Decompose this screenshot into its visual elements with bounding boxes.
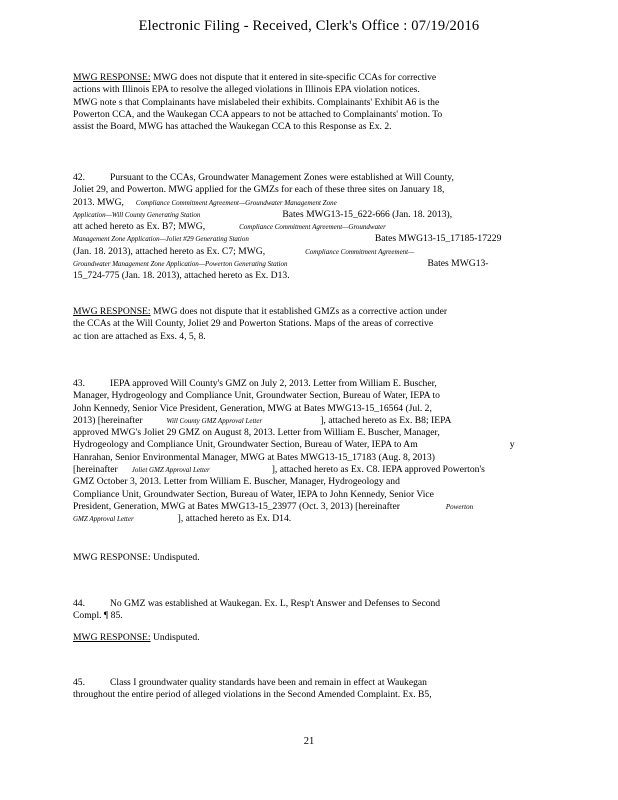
text-line: Hydrogeology and Compliance Unit, Groundwater Section, Bureau of Water, IEPA to Am: [73, 439, 418, 451]
response-label: MWG RESPONSE:: [73, 306, 151, 317]
paragraph-44: [73, 598, 513, 623]
text-line: 2013. MWG,: [73, 196, 124, 208]
citation-title: Joliet GMZ Approval Letter: [131, 466, 210, 475]
paragraph-number: 45.: [73, 677, 85, 688]
text-line: MWG note s that Complainants have mislabeled their exhibits. Complainants' Exhibit A6 is the: [73, 96, 440, 108]
text-line: MWG does not dispute that it entered in site-specific CCAs for corrective: [150, 72, 437, 83]
citation-title: Groundwater Management Zone Application—Powerton Generating Station: [73, 260, 288, 269]
text-line: Undisputed.: [150, 632, 200, 643]
text-line: Class I groundwater quality standards have been and remain in effect at Waukegan: [110, 677, 427, 688]
text-line: IEPA approved Will County's GMZ on July 2, 2013. Letter from William E. Buscher,: [110, 378, 437, 389]
citation-title: Application—Will County Generating Station: [73, 210, 201, 219]
text-line: y: [509, 439, 515, 451]
paragraph-42: [73, 172, 513, 283]
text-line: GMZ October 3, 2013. Letter from William E. Buscher, Manager, Hydrogeology and: [73, 476, 400, 488]
paragraph-45: [73, 677, 513, 702]
response-43: [73, 552, 513, 564]
text-line: Manager, Hydrogeology and Compliance Unit, Groundwater Section, Bureau of Water, IEPA to: [73, 390, 440, 402]
response-label: MWG RESPONSE:: [73, 552, 151, 563]
text-line: assist the Board, MWG has attached the Waukegan CCA to this Response as Ex. 2.: [73, 121, 392, 133]
text-line: (Jan. 18. 2013), attached hereto as Ex. C7; MWG,: [73, 245, 266, 257]
citation-title: Compliance Commitment Agreement—Groundwater: [239, 223, 386, 232]
text-line: [hereinafter: [73, 464, 118, 476]
text-line: Hanrahan, Senior Environmental Manager, MWG at Bates MWG13-15_17183 (Aug. 8, 2013): [73, 451, 435, 463]
response-42: [73, 306, 513, 343]
text-line: Bates MWG13-15_17185-17229: [374, 233, 502, 245]
text-line: att ached hereto as Ex. B7; MWG,: [73, 221, 206, 233]
text-line: Bates MWG13-: [427, 258, 489, 270]
citation-title: Will County GMZ Approval Letter: [166, 416, 263, 425]
text-line: Bates MWG13-15_622-666 (Jan. 18. 2013),: [282, 208, 453, 220]
text-line: MWG does not dispute that it established GMZs as a corrective action under: [150, 306, 448, 317]
text-line: the CCAs at the Will County, Joliet 29 and Powerton Stations. Maps of the areas of corrective: [73, 318, 434, 330]
text-line: Pursuant to the CCAs, Groundwater Management Zones were established at Will County,: [110, 172, 454, 183]
text-line: Powerton CCA, and the Waukegan CCA appears to not be attached to Complainants' motion. To: [73, 108, 443, 120]
text-line: 2013) [hereinafter: [73, 414, 143, 426]
response-41: [73, 72, 513, 133]
text-line: approved MWG's Joliet 29 GMZ on August 8, 2013. Letter from William E. Buscher, Manager,: [73, 427, 440, 439]
response-44: [73, 632, 513, 644]
text-line: ], attached hereto as Ex. B8; IEPA: [320, 414, 452, 426]
text-line: Joliet 29, and Powerton. MWG applied for the GMZs for each of these three sites on January 18,: [73, 184, 445, 196]
text-line: John Kennedy, Senior Vice President, Generation, MWG at Bates MWG13-15_16564 (Jul. 2,: [73, 402, 432, 414]
citation-title: Compliance Commitment Agreement—Groundwater Management Zone: [135, 198, 337, 207]
citation-title: Compliance Commitment Agreement—: [305, 247, 415, 256]
page-number: 21: [303, 736, 315, 747]
citation-title: Powerton: [445, 502, 474, 511]
paragraph-number: 44.: [73, 598, 85, 609]
text-line: ], attached hereto as Ex. C8. IEPA approved Powerton's: [271, 464, 485, 476]
text-line: 15_724-775 (Jan. 18. 2013), attached hereto as Ex. D13.: [73, 270, 290, 282]
response-label: MWG RESPONSE:: [73, 632, 151, 643]
text-line: actions with Illinois EPA to resolve the alleged violations in Illinois EPA violation notices.: [73, 84, 420, 96]
text-line: ], attached hereto as Ex. D14.: [177, 513, 292, 525]
text-line: President, Generation, MWG at Bates MWG13-15_23977 (Oct. 3, 2013) [hereinafter: [73, 500, 400, 512]
text-line: throughout the entire period of alleged violations in the Second Amended Complaint. Ex. B5,: [73, 689, 432, 701]
paragraph-number: 42.: [73, 172, 85, 183]
text-line: Undisputed.: [150, 552, 200, 563]
text-line: Compl. ¶ 85.: [73, 610, 123, 622]
text-line: ac tion are attached as Exs. 4, 5, 8.: [73, 330, 206, 342]
paragraph-number: 43.: [73, 378, 85, 389]
citation-title: GMZ Approval Letter: [73, 515, 134, 524]
text-line: No GMZ was established at Waukegan. Ex. L, Resp't Answer and Defenses to Second: [110, 598, 441, 609]
text-line: Compliance Unit, Groundwater Section, Bureau of Water, IEPA to John Kennedy, Senior Vice: [73, 488, 434, 500]
response-label: MWG RESPONSE:: [73, 72, 151, 83]
filing-header: Electronic Filing - Received, Clerk's Office : 07/19/2016: [138, 18, 480, 34]
paragraph-43: [73, 378, 513, 526]
citation-title: Management Zone Application—Joliet #29 Generating Station: [73, 235, 249, 244]
